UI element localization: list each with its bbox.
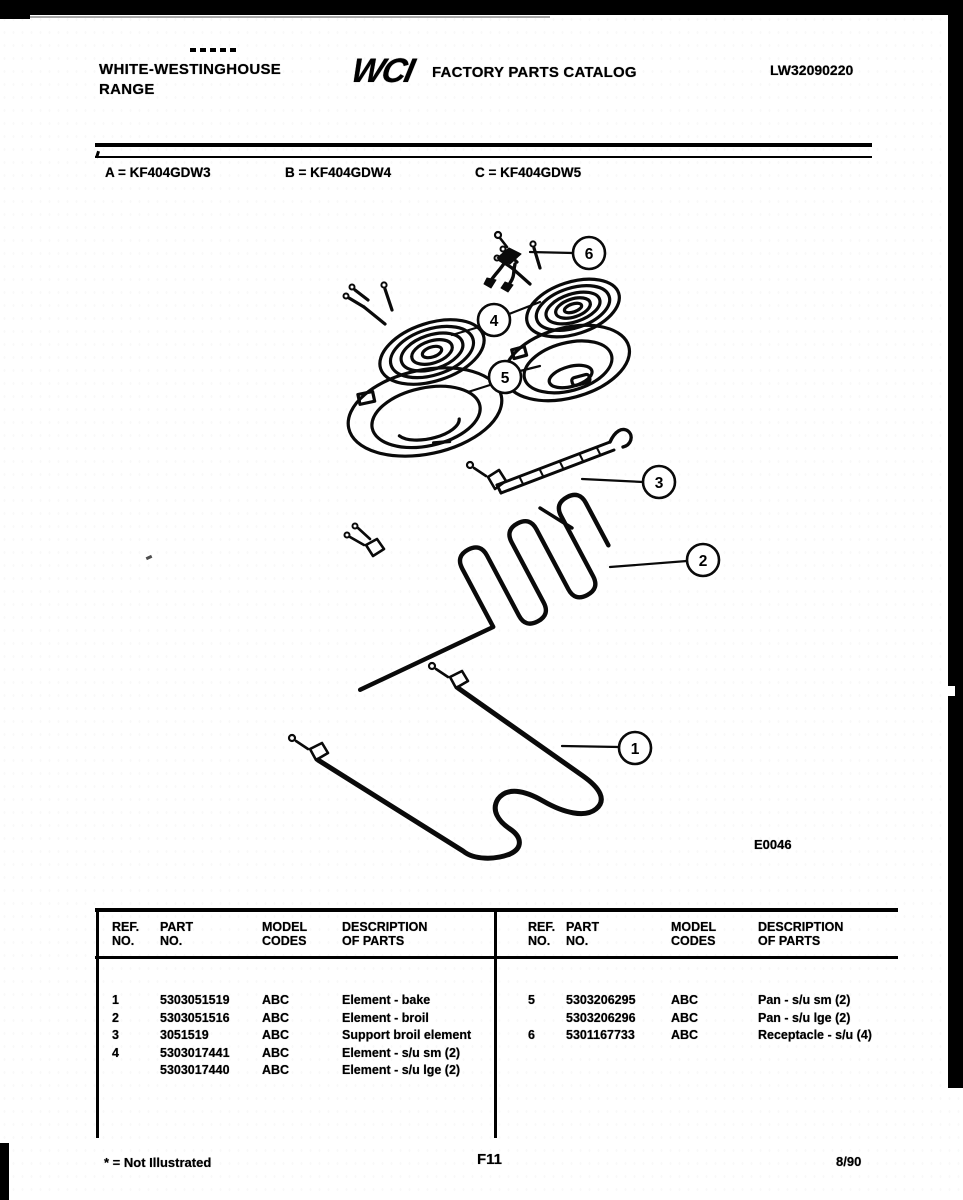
support-bracket-drawing [467, 429, 631, 528]
col-part: PART [566, 920, 600, 934]
callout-6 [530, 237, 605, 269]
brand-line2: RANGE [99, 81, 155, 98]
svg-text:4: 4 [489, 313, 499, 330]
catalog-page: WHITE-WESTINGHOUSE RANGE WCI FACTORY PARTS CATALOG LW32090220 A = KF404GDW3 B = KF404GDW4 C = KF404GDW5 6 4 5 3 2 1 E0046 REF. NO. PART NO. MODEL CODES DESCRIPTION OF PARTS REF. NO. PART NO. MODEL CODES DESCRIPTION OF PARTS 1 5303051519 ABC Element - bake 2 5303051516 ABC Element - broil 3 3051519 ABC Support broil element 4 5303017441 ABC Element - s/u sm (2) 5303017440 ABC Element - s/u lge (2) 5 5303206295 ABC Pan - s/u sm (2) 5303206296 ABC Pan - s/u lge (2) 6 5301167733 ABC Receptacle - s/u (4) * = Not Illustrated F11 8/90 [0, 0, 963, 1200]
parts-table-right [528, 992, 908, 1045]
svg-text:5: 5 [500, 370, 510, 387]
col-codes: MODEL [262, 920, 308, 934]
table-row: 3 3051519 ABC Support broil element [112, 1028, 472, 1043]
callout-5 [468, 361, 540, 393]
model-code-b: B = KF404GDW4 [285, 165, 392, 180]
drip-pan-right-drawing [496, 313, 638, 414]
bake-element-drawing [289, 663, 601, 858]
svg-text:1: 1 [630, 741, 640, 758]
col-ref: REF. [112, 920, 140, 934]
broil-element-drawing [326, 491, 624, 711]
page-number: F11 [477, 1151, 503, 1168]
svg-text:2: 2 [698, 553, 708, 570]
callout-3 [582, 466, 675, 498]
svg-text:3: 3 [654, 475, 664, 492]
publication-number: LW32090220 [770, 62, 854, 78]
table-row: 5303017440 ABC Element - s/u lge (2) [160, 1063, 461, 1078]
table-row: 2 5303051516 ABC Element - broil [112, 1010, 429, 1025]
table-row: 1 5303051519 ABC Element - bake [112, 993, 431, 1007]
col-codes: MODEL [671, 920, 717, 934]
model-code-c: C = KF404GDW5 [475, 165, 582, 180]
col-desc: DESCRIPTION [342, 920, 428, 934]
date-code: 8/90 [836, 1154, 862, 1169]
surface-element-left-drawing [344, 282, 493, 396]
table-row: 6 5301167733 ABC Receptacle - s/u (4) [528, 1028, 872, 1043]
svg-text:6: 6 [584, 246, 594, 263]
catalog-title: FACTORY PARTS CATALOG [432, 64, 637, 81]
table-left-border [96, 908, 99, 1138]
model-code-a: A = KF404GDW3 [105, 165, 211, 180]
table-row: 5 5303206295 ABC Pan - s/u sm (2) [528, 993, 851, 1007]
table-row: 5303206296 ABC Pan - s/u lge (2) [566, 1010, 851, 1025]
callout-1 [562, 732, 651, 764]
col-ref: REF. [528, 920, 556, 934]
table-center-border [494, 908, 497, 1138]
parts-table-left [112, 992, 492, 1080]
footer-note: * = Not Illustrated [104, 1155, 212, 1170]
col-part: PART [160, 920, 194, 934]
table-row: 4 5303017441 ABC Element - s/u sm (2) [112, 1045, 461, 1060]
figure-code: E0046 [754, 837, 792, 852]
wci-logo: WCI [348, 52, 417, 90]
col-desc: DESCRIPTION [758, 920, 844, 934]
callout-2 [610, 544, 719, 576]
brand-line1: WHITE-WESTINGHOUSE [99, 61, 282, 78]
